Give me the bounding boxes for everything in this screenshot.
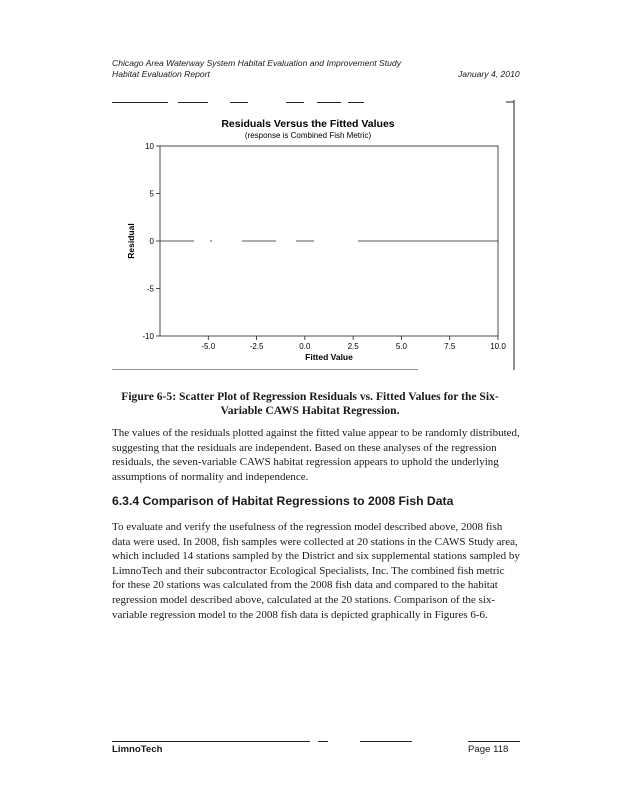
- section-heading: 6.3.4 Comparison of Habitat Regressions to 2008 Fish Data: [112, 494, 454, 508]
- header-study-title: Chicago Area Waterway System Habitat Evaluation and Improvement Study: [112, 58, 401, 68]
- x-axis-label: Fitted Value: [305, 352, 353, 362]
- figure-caption: [112, 390, 508, 418]
- y-tick-label: -5: [146, 284, 154, 294]
- footer-page-number: Page 118: [468, 744, 509, 755]
- chart-subtitle: (response is Combined Fish Metric): [244, 131, 372, 140]
- x-tick-label: -2.5: [249, 342, 264, 351]
- y-tick-label: 10: [145, 142, 154, 151]
- footer-rule-right: [360, 741, 412, 742]
- footer-rule-mid: [318, 741, 328, 742]
- x-axis: [201, 336, 506, 351]
- x-tick-label: 7.5: [444, 342, 456, 351]
- x-tick-label: -5.0: [201, 342, 216, 351]
- header-report-title: Habitat Evaluation Report: [112, 69, 210, 79]
- residual-chart-svg: [108, 100, 520, 370]
- y-tick-label: 0: [149, 237, 154, 246]
- figure-caption-line-1: Figure 6-5: Scatter Plot of Regression Residuals vs. Fitted Values for the Six-: [121, 390, 499, 403]
- y-tick-label: -10: [142, 332, 154, 341]
- x-tick-label: 5.0: [395, 342, 407, 351]
- figure-caption-line-2: Variable CAWS Habitat Regression.: [220, 404, 400, 417]
- y-axis-label: Residual: [126, 223, 136, 259]
- chart-title: Residuals Versus the Fitted Values: [221, 118, 395, 130]
- body-paragraph-comparison: To evaluate and verify the usefulness of the regression model described above, 2008 fish data were used. In 2008, fish samples were collected at 20 stations in the CAWS Study area, which included 14 stations sampled by the District and six supplemental stations sampled by LimnoTech and their subcontractor Ecological Specialists, Inc. The combined fish metric for these 20 stations was calculated from the 2008 fish data and compared to the habitat regression model described above, calculated at the 20 stations. Comparison of the six-variable regression model to the 2008 fish data is depicted graphically in Figures 6-6.: [112, 521, 520, 621]
- x-tick-label: 10.0: [490, 342, 506, 351]
- body-paragraph-residuals: The values of the residuals plotted against the fitted value appear to be randomly distributed, suggesting that the residuals are independent. Based on these analyses of the regression residuals, the seven-variable CAWS habitat regression appears to uphold the underlying assumptions of normality and independence.: [112, 427, 520, 483]
- x-tick-label: 0.0: [299, 342, 311, 351]
- header-date: January 4, 2010: [458, 69, 520, 79]
- y-axis: [142, 142, 160, 341]
- footer-rule-left: [112, 741, 310, 742]
- residual-chart: [108, 100, 520, 370]
- footer-company: LimnoTech: [112, 744, 163, 755]
- y-tick-label: 5: [149, 189, 154, 199]
- x-tick-label: 2.5: [347, 342, 359, 351]
- footer-rule-end: [468, 741, 520, 742]
